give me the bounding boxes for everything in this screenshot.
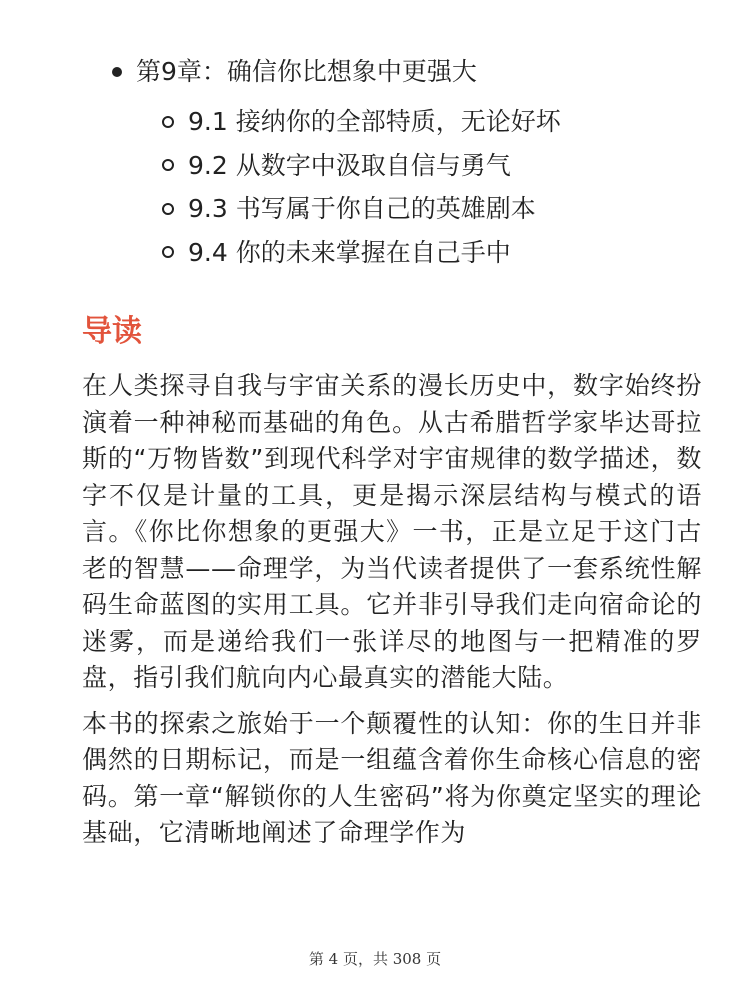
page-footer: 第 4 页，共 308 页 [308, 950, 442, 968]
bullet-circle-icon [162, 159, 174, 171]
bullet-circle-icon [162, 116, 174, 128]
toc-section-item [162, 100, 712, 144]
toc-section-title: 9.2 从数字中汲取自信与勇气 [188, 150, 511, 180]
toc-section-title: 9.3 书写属于你自己的英雄剧本 [188, 194, 536, 223]
bullet-disc-icon [112, 67, 122, 77]
bullet-circle-icon [162, 203, 174, 215]
paragraph: 本书的探索之旅始于一个颠覆性的认知：你的生日并非偶然的日期标记，而是一组蕴含着你生命核心信息的密码。第一章“解锁你的人生密码”将为你奠定坚实的理论基础，它清晰地阐述了命理学作为 [82, 708, 702, 847]
bullet-circle-icon [162, 246, 174, 258]
section-heading: 导读 [82, 314, 142, 349]
table-of-contents [112, 52, 712, 274]
body-text [82, 368, 702, 852]
toc-section-item [162, 231, 712, 275]
toc-chapter [112, 52, 712, 92]
toc-chapter-title: 第9章：确信你比想象中更强大 [136, 57, 477, 86]
paragraph: 在人类探寻自我与宇宙关系的漫长历史中，数字始终扮演着一种神秘而基础的角色。从古希腊哲学家毕达哥拉斯的“万物皆数”到现代科学对宇宙规律的数学描述，数字不仅是计量的工具，更是揭示深层结构与模式的语言。《你比你想象的更强大》一书，正是立足于这门古老的智慧——命理学，为当代读者提供了一套系统性解码生命蓝图的实用工具。它并非引导我们走向宿命论的迷雾，而是递给我们一张详尽的地图与一把精准的罗盘，指引我们航向内心最真实的潜能大陆。 [82, 371, 702, 692]
toc-section-list [112, 100, 712, 274]
toc-section-item [162, 187, 712, 231]
toc-section-title: 9.1 接纳你的全部特质，无论好坏 [188, 107, 561, 136]
toc-section-title: 9.4 你的未来掌握在自己手中 [188, 237, 511, 267]
toc-section-item [162, 144, 712, 188]
